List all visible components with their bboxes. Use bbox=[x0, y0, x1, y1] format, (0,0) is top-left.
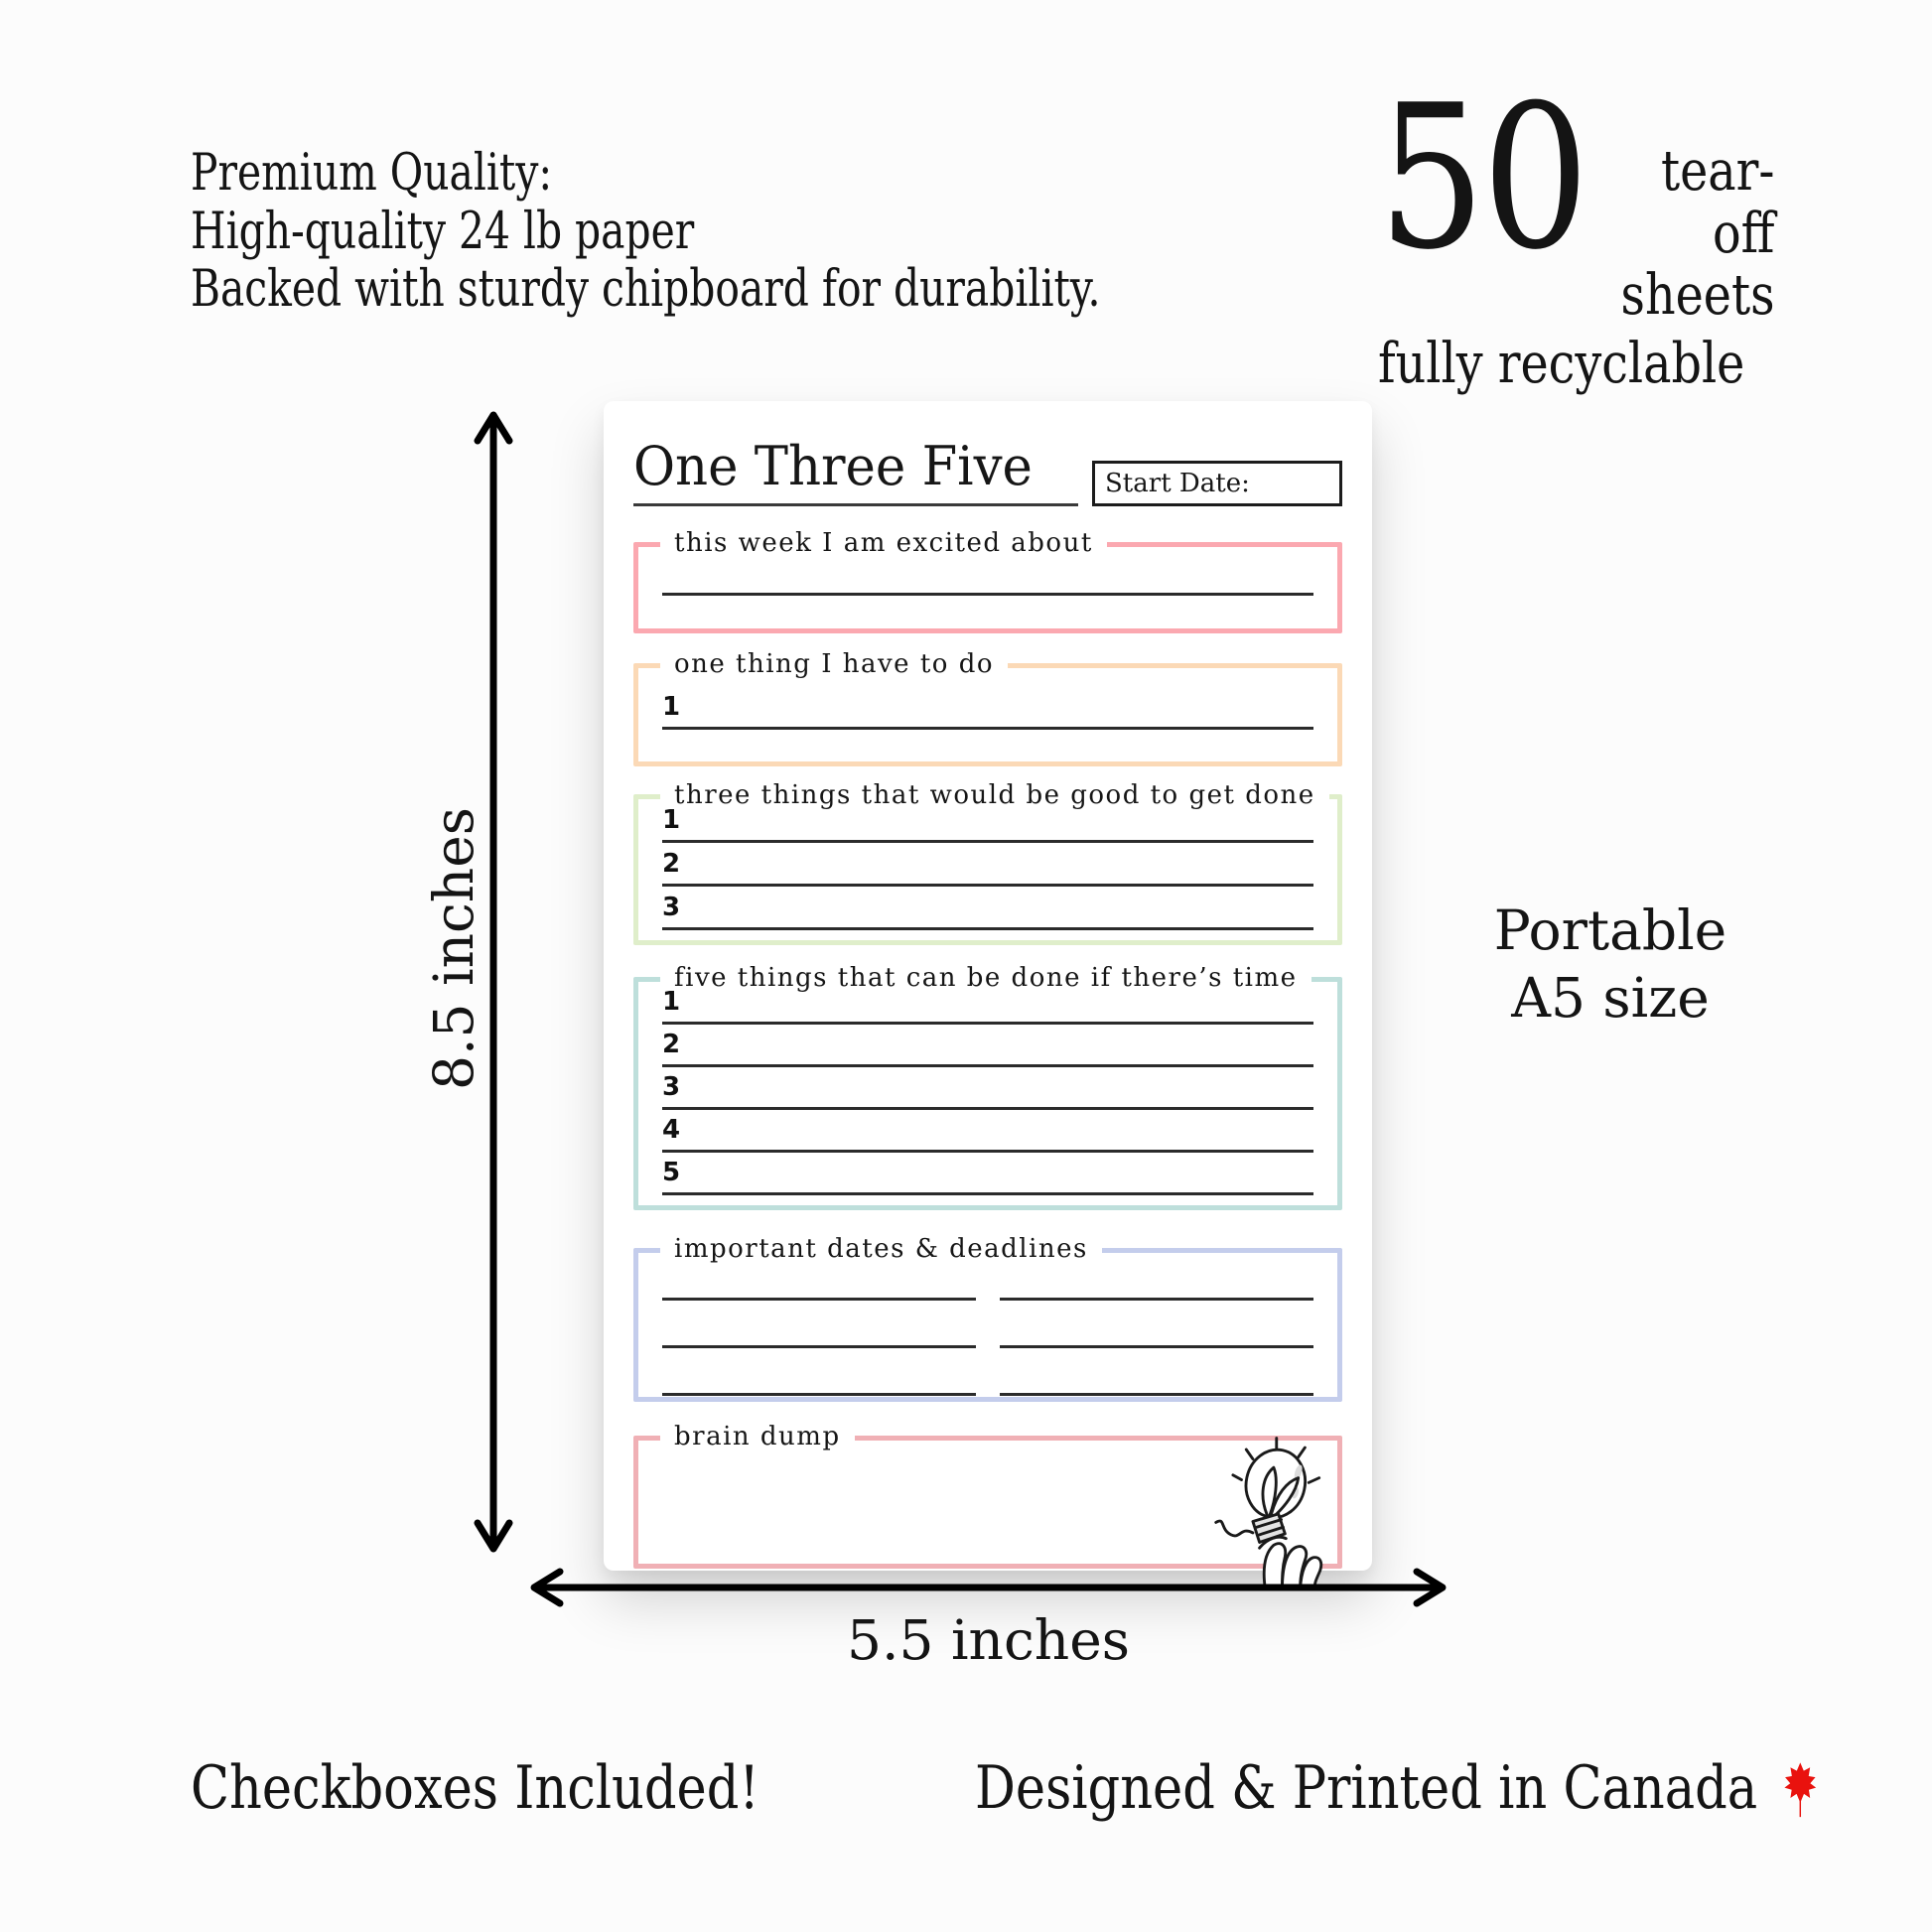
writing-line bbox=[662, 672, 1313, 730]
width-dimension-arrow bbox=[524, 1565, 1452, 1610]
writing-line bbox=[662, 799, 1313, 843]
start-date-box bbox=[1092, 461, 1342, 506]
line-number: 3 bbox=[662, 893, 681, 922]
line-number: 2 bbox=[662, 849, 681, 879]
line-number: 5 bbox=[662, 1158, 681, 1187]
line-number: 3 bbox=[662, 1072, 681, 1102]
writing-line bbox=[662, 1153, 1313, 1195]
line-number: 1 bbox=[662, 692, 681, 722]
section-label: five things that can be done if there’s time bbox=[660, 963, 1311, 993]
section-label: three things that would be good to get done bbox=[660, 780, 1329, 810]
section-label: this week I am excited about bbox=[660, 528, 1107, 558]
writing-line bbox=[662, 593, 1313, 596]
section-label: brain dump bbox=[660, 1422, 855, 1451]
writing-line bbox=[1000, 1378, 1313, 1396]
section-excited-about bbox=[633, 528, 1342, 633]
section-one-thing bbox=[633, 649, 1342, 766]
section-brain-dump bbox=[633, 1422, 1342, 1569]
writing-line bbox=[662, 887, 1313, 930]
line-number: 2 bbox=[662, 1030, 681, 1059]
made-in-canada-note bbox=[975, 1753, 1827, 1823]
maple-leaf-icon bbox=[1774, 1759, 1827, 1821]
planner-title-underline bbox=[633, 435, 1078, 506]
section-label: one thing I have to do bbox=[660, 649, 1008, 679]
premium-quality-text bbox=[191, 145, 1100, 320]
checkboxes-note: Checkboxes Included! bbox=[191, 1753, 759, 1823]
start-date-label: Start Date: bbox=[1105, 469, 1250, 498]
writing-line bbox=[662, 1067, 1313, 1110]
premium-quality-line: Premium Quality: bbox=[191, 144, 553, 203]
writing-line bbox=[662, 1378, 976, 1396]
portable-line: Portable bbox=[1493, 898, 1727, 962]
line-number: 4 bbox=[662, 1115, 681, 1145]
section-five-things bbox=[633, 963, 1342, 1210]
writing-line bbox=[662, 843, 1313, 887]
portable-size-note bbox=[1451, 897, 1769, 1032]
sheet-count-number: 50 bbox=[1378, 63, 1587, 294]
sheet-count-text: sheets bbox=[1620, 263, 1775, 329]
sheet-count-note bbox=[1378, 63, 1775, 397]
line-number: 1 bbox=[662, 987, 681, 1017]
planner-sheet bbox=[604, 401, 1372, 1571]
section-important-dates bbox=[633, 1234, 1342, 1402]
planner-header bbox=[633, 427, 1342, 506]
width-dimension-label: 5.5 inches bbox=[847, 1608, 1130, 1672]
height-dimension-label: 8.5 inches bbox=[422, 806, 485, 1090]
writing-line bbox=[1000, 1283, 1313, 1301]
section-three-things bbox=[633, 780, 1342, 945]
writing-line bbox=[662, 1025, 1313, 1067]
writing-line bbox=[1000, 1330, 1313, 1348]
sheet-count-text: tear-off bbox=[1660, 139, 1775, 266]
made-in-canada-text: Designed & Printed in Canada bbox=[975, 1753, 1758, 1823]
premium-quality-line: High-quality 24 lb paper bbox=[191, 202, 695, 261]
writing-line bbox=[662, 1283, 976, 1301]
recyclable-text: fully recyclable bbox=[1378, 332, 1745, 397]
writing-line bbox=[662, 1110, 1313, 1153]
line-number: 1 bbox=[662, 805, 681, 835]
section-label: important dates & deadlines bbox=[660, 1234, 1102, 1264]
writing-line bbox=[662, 1330, 976, 1348]
planner-title: One Three Five bbox=[633, 435, 1033, 497]
portable-line: A5 size bbox=[1511, 966, 1710, 1031]
premium-quality-line: Backed with sturdy chipboard for durability. bbox=[191, 260, 1101, 320]
writing-line bbox=[662, 982, 1313, 1025]
